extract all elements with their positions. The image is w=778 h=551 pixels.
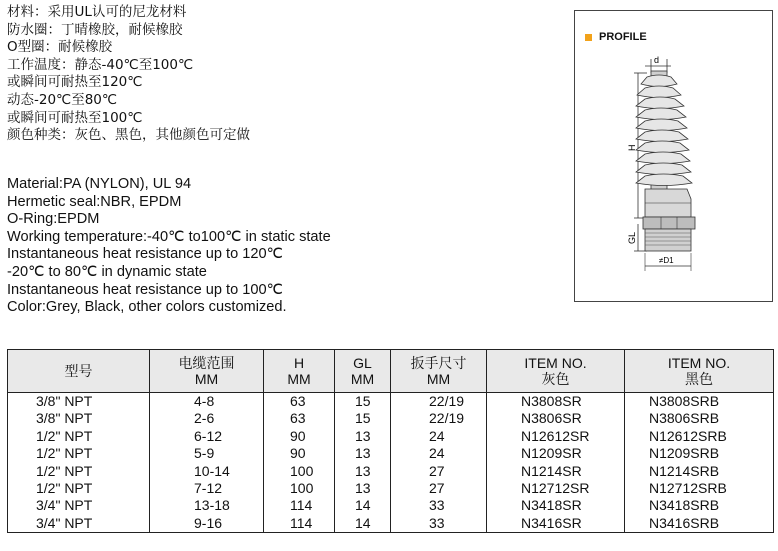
cn-spec-temp-static-peak: 或瞬间可耐热至120℃	[7, 74, 143, 91]
table-row	[8, 463, 774, 480]
cell-range: 13-18	[150, 497, 264, 514]
en-spec-oring: O-Ring:EPDM	[7, 211, 100, 228]
cn-spec-color: 颜色种类：灰色、黑色，其他颜色可定做	[7, 127, 250, 144]
table-row	[8, 480, 774, 497]
en-spec-color: Color:Grey, Black, other colors customized.	[7, 299, 287, 316]
cell-range: 10-14	[150, 463, 264, 480]
header-model: 型号	[8, 350, 150, 393]
product-spec-table	[7, 349, 774, 533]
english-spec-list	[7, 176, 331, 317]
cell-wrench: 27	[391, 480, 487, 497]
cell-item-black: N1214SRB	[625, 463, 774, 480]
table-row	[8, 497, 774, 514]
table-row	[8, 445, 774, 462]
cell-item-grey: N3808SR	[487, 393, 625, 411]
cell-item-black: N3416SRB	[625, 515, 774, 533]
profile-title	[585, 31, 647, 43]
en-spec-temp-dynamic: -20℃ to 80℃ in dynamic state	[7, 263, 207, 280]
cell-gl: 13	[335, 445, 391, 462]
table-row	[8, 410, 774, 427]
cell-model: 3/8" NPT	[8, 410, 150, 427]
cell-item-grey: N1214SR	[487, 463, 625, 480]
cell-h: 114	[264, 497, 335, 514]
header-h: H MM	[264, 350, 335, 393]
cell-h: 90	[264, 428, 335, 445]
header-item-grey: ITEM NO. 灰色	[487, 350, 625, 393]
cn-spec-temp-dynamic-peak: 或瞬间可耐热至100℃	[7, 109, 143, 126]
cell-h: 63	[264, 410, 335, 427]
cell-model: 1/2" NPT	[8, 463, 150, 480]
cell-item-black: N12612SRB	[625, 428, 774, 445]
cell-item-black: N3808SRB	[625, 393, 774, 411]
cell-model: 1/2" NPT	[8, 480, 150, 497]
en-spec-temp-static-peak: Instantaneous heat resistance up to 120℃	[7, 246, 284, 263]
cell-gl: 13	[335, 463, 391, 480]
cell-item-grey: N1209SR	[487, 445, 625, 462]
cell-wrench: 33	[391, 497, 487, 514]
cell-range: 5-9	[150, 445, 264, 462]
cell-gl: 13	[335, 480, 391, 497]
cell-wrench: 22/19	[391, 393, 487, 411]
cn-spec-temp-dynamic: 动态-20℃至80℃	[7, 91, 118, 108]
table-row	[8, 393, 774, 411]
chinese-spec-list	[7, 4, 250, 145]
cell-item-black: N1209SRB	[625, 445, 774, 462]
cn-spec-temp-static: 工作温度：静态-40℃至100℃	[7, 56, 194, 73]
cell-wrench: 22/19	[391, 410, 487, 427]
cell-h: 100	[264, 480, 335, 497]
cell-wrench: 24	[391, 428, 487, 445]
cell-h: 90	[264, 445, 335, 462]
header-item-black: ITEM NO. 黑色	[625, 350, 774, 393]
en-spec-seal: Hermetic seal:NBR, EPDM	[7, 193, 182, 210]
cell-item-black: N3418SRB	[625, 497, 774, 514]
cell-wrench: 33	[391, 515, 487, 533]
cell-item-black: N3806SRB	[625, 410, 774, 427]
table-row	[8, 428, 774, 445]
cn-spec-oring: O型圈：耐候橡胶	[7, 39, 113, 56]
cell-range: 6-12	[150, 428, 264, 445]
profile-panel	[574, 10, 773, 302]
cell-range: 9-16	[150, 515, 264, 533]
header-gl: GL MM	[335, 350, 391, 393]
cell-wrench: 24	[391, 445, 487, 462]
cell-range: 4-8	[150, 393, 264, 411]
header-cable-range: 电缆范围 MM	[150, 350, 264, 393]
cell-h: 100	[264, 463, 335, 480]
header-wrench-size: 扳手尺寸 MM	[391, 350, 487, 393]
en-spec-material: Material:PA (NYLON), UL 94	[7, 176, 192, 192]
label-gl: GL	[627, 231, 637, 244]
cell-wrench: 27	[391, 463, 487, 480]
cell-gl: 14	[335, 515, 391, 533]
cell-item-grey: N3416SR	[487, 515, 625, 533]
cell-gl: 15	[335, 393, 391, 411]
table-row	[8, 515, 774, 533]
cell-item-black: N12712SRB	[625, 480, 774, 497]
cell-model: 1/2" NPT	[8, 428, 150, 445]
cn-spec-material: 材料：采用UL认可的尼龙材料	[7, 4, 187, 20]
en-spec-temp-dynamic-peak: Instantaneous heat resistance up to 100℃	[7, 281, 284, 298]
cell-gl: 13	[335, 428, 391, 445]
cell-model: 3/4" NPT	[8, 515, 150, 533]
orange-square-bullet-icon	[585, 34, 592, 41]
cell-item-grey: N12712SR	[487, 480, 625, 497]
label-h: H	[627, 144, 637, 151]
cell-range: 7-12	[150, 480, 264, 497]
profile-title-text: PROFILE	[599, 31, 647, 43]
cell-item-grey: N3418SR	[487, 497, 625, 514]
cell-gl: 15	[335, 410, 391, 427]
cell-range: 2-6	[150, 410, 264, 427]
en-spec-temp-static: Working temperature:-40℃ to100℃ in static state	[7, 228, 331, 245]
cell-model: 3/4" NPT	[8, 497, 150, 514]
label-d1: ≠D1	[659, 256, 674, 265]
cell-gl: 14	[335, 497, 391, 514]
table-header-row	[8, 350, 774, 393]
cell-h: 114	[264, 515, 335, 533]
label-d: d	[654, 55, 660, 65]
cell-h: 63	[264, 393, 335, 411]
cell-item-grey: N3806SR	[487, 410, 625, 427]
cable-gland-profile-drawing	[575, 11, 774, 303]
cn-spec-seal: 防水圈：丁晴橡胶，耐候橡胶	[7, 21, 183, 38]
cell-item-grey: N12612SR	[487, 428, 625, 445]
cell-model: 1/2" NPT	[8, 445, 150, 462]
cell-model: 3/8" NPT	[8, 393, 150, 411]
